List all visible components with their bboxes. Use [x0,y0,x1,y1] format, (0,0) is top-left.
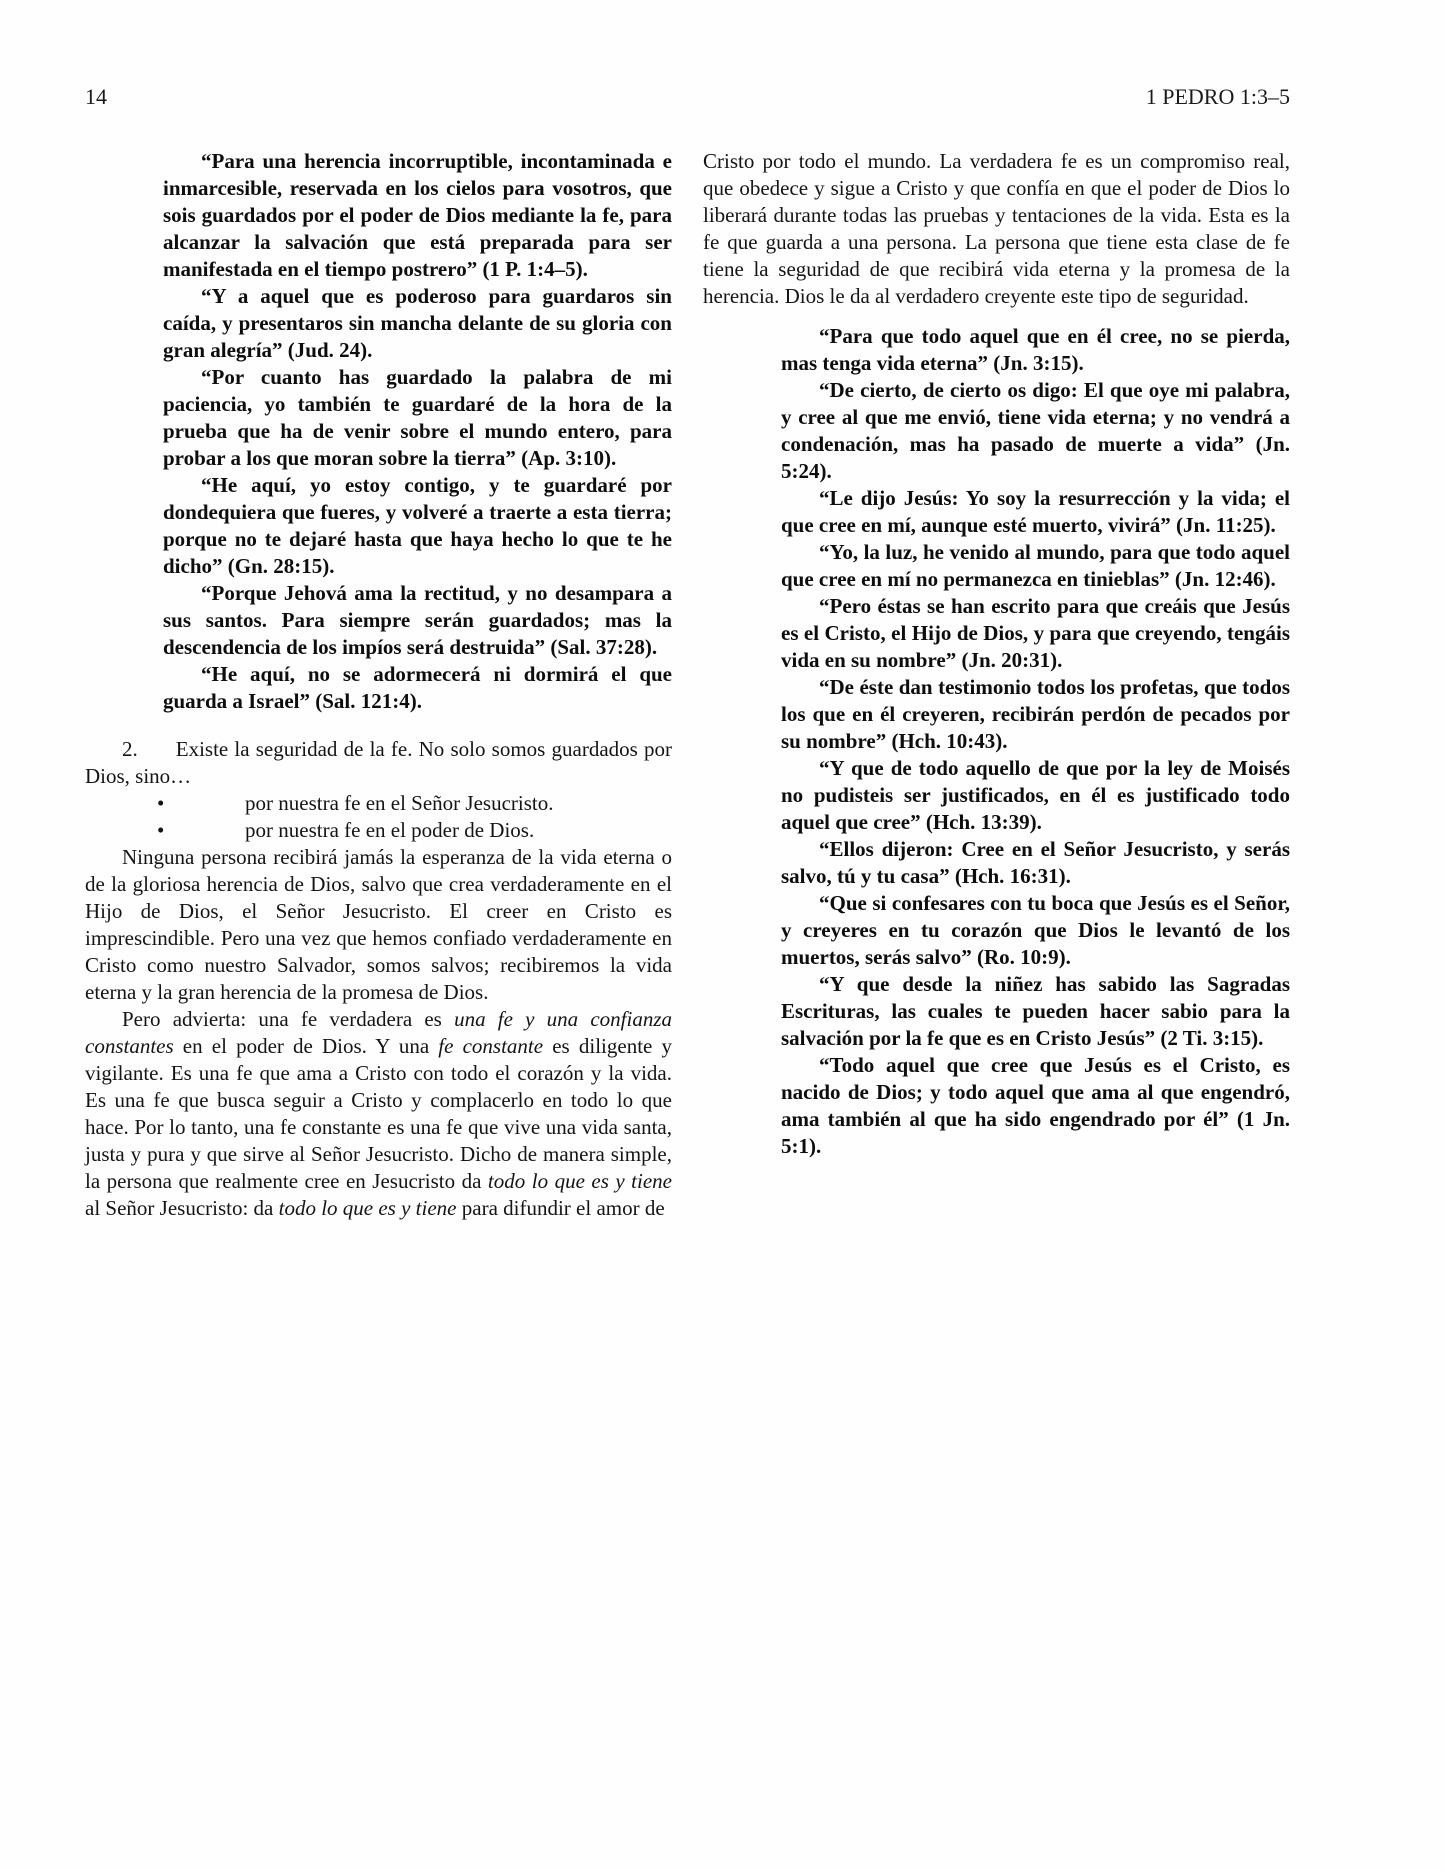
bullet-icon: • [157,791,165,815]
scripture-quote: “Y que desde la niñez has sabido las Sagradas Escrituras, las cuales te pueden hacer sabio para la salvación por la fe que es en Cristo Jesús” (2 Ti. 3:15). [781,972,1290,1050]
scripture-quote: “Y a aquel que es poderoso para guardaros sin caída, y presentaros sin mancha delante de su gloria con gran alegría” (Jud. 24). [163,284,672,362]
bullet-icon: • [157,818,165,842]
body-paragraph: Pero advierta: una fe verdadera es una fe y una confianza constantes en el poder de Dios. Y una fe constante es diligente y vigilante. Es una fe que ama a Cristo con todo el corazón y la vida. Es una fe que busca seguir a Cristo y complacerlo en todo lo que hace. Por lo tanto, una fe constante es una fe que vive una vida santa, justa y pura y que sirve al Señor Jesucristo. Dicho de manera simple, la persona que realmente cree en Jesucristo da todo lo que es y tiene al Señor Jesucristo: da todo lo que es y tiene para difundir el amor de [85,1007,673,1220]
scripture-quote: “Y que de todo aquello de que por la ley de Moisés no pudisteis ser justificados, en él es justificado todo aquel que cree” (Hch. 13:39). [781,756,1290,834]
page-number: 14 [85,84,107,109]
two-column-body [85,148,1290,1222]
right-column [703,148,1290,1222]
scripture-quote: “Porque Jehová ama la rectitud, y no desampara a sus santos. Para siempre serán guardados; mas la descendencia de los impíos será destruida” (Sal. 37:28). [163,581,672,659]
scripture-quote: “He aquí, no se adormecerá ni dormirá el que guarda a Israel” (Sal. 121:4). [163,662,672,713]
scripture-quote: “Todo aquel que cree que Jesús es el Cristo, es nacido de Dios; y todo aquel que ama al que engendró, ama también al que ha sido engendrado por él” (1 Jn. 5:1). [781,1053,1290,1158]
body-paragraph: Cristo por todo el mundo. La verdadera fe es un compromiso real, que obedece y sigue a Cristo y que confía en que el poder de Dios lo liberará durante todas las pruebas y tentaciones de la vida. Esta es la fe que guarda a una persona. La persona que tiene esta clase de fe tiene la seguridad de que recibirá vida eterna y la promesa de la herencia. Dios le da al verdadero creyente este tipo de seguridad. [703,149,1290,308]
body-paragraph: Ninguna persona recibirá jamás la esperanza de la vida eterna o de la gloriosa herencia de Dios, salvo que crea verdaderamente en el Hijo de Dios, el Señor Jesucristo. El creer en Cristo es imprescindible. Pero una vez que hemos confiado verdaderamente en Cristo como nuestro Salvador, somos salvos; recibiremos la vida eterna y la gran herencia de la promesa de Dios. [85,845,672,1004]
left-column [85,148,672,1222]
scripture-quote: “De éste dan testimonio todos los profetas, que todos los que en él creyeren, recibirán perdón de pecados por su nombre” (Hch. 10:43). [781,675,1290,753]
scripture-quote-group [703,323,1290,1160]
page-header [85,84,1290,110]
numbered-point [85,736,672,790]
list-item [85,817,672,844]
point-text: Existe la seguridad de la fe. No solo somos guardados por Dios, sino… [85,737,672,788]
running-head: 1 PEDRO 1:3–5 [1145,84,1290,109]
scripture-quote: “Por cuanto has guardado la palabra de mi paciencia, yo también te guardaré de la hora de la prueba que ha de venir sobre el mundo entero, para probar a los que moran sobre la tierra” (Ap. 3:10). [163,365,672,470]
scripture-quote: “Que si confesares con tu boca que Jesús es el Señor, y creyeres en tu corazón que Dios le levantó de los muertos, serás salvo” (Ro. 10:9). [781,891,1290,969]
scripture-quote: “Para una herencia incorruptible, incontaminada e inmarcesible, reservada en los cielos para vosotros, que sois guardados por el poder de Dios mediante la fe, para alcanzar la salvación que está preparada para ser manifestada en el tiempo postrero” (1 P. 1:4–5). [163,149,672,281]
scripture-quote: “Ellos dijeron: Cree en el Señor Jesucristo, y serás salvo, tú y tu casa” (Hch. 16:31). [781,837,1290,888]
scripture-quote: “Le dijo Jesús: Yo soy la resurrección y la vida; el que cree en mí, aunque esté muerto, vivirá” (Jn. 11:25). [781,486,1290,537]
scripture-quote: “Pero éstas se han escrito para que creáis que Jesús es el Cristo, el Hijo de Dios, y para que creyendo, tengáis vida en su nombre” (Jn. 20:31). [781,594,1290,672]
scripture-quote: “Para que todo aquel que en él cree, no se pierda, mas tenga vida eterna” (Jn. 3:15). [781,324,1290,375]
list-item [85,790,672,817]
scripture-quote: “De cierto, de cierto os digo: El que oye mi palabra, y cree al que me envió, tiene vida eterna; y no vendrá a condenación, mas ha pasado de muerte a vida” (Jn. 5:24). [781,378,1290,483]
bullet-text: por nuestra fe en el Señor Jesucristo. [245,791,554,815]
scripture-quote: “Yo, la luz, he venido al mundo, para que todo aquel que cree en mí no permanezca en tinieblas” (Jn. 12:46). [781,540,1290,591]
point-number: 2. [122,737,138,761]
bullet-text: por nuestra fe en el poder de Dios. [245,818,535,842]
scripture-quote: “He aquí, yo estoy contigo, y te guardaré por dondequiera que fueres, y volveré a traerte a esta tierra; porque no te dejaré hasta que haya hecho lo que te he dicho” (Gn. 28:15). [163,473,672,578]
